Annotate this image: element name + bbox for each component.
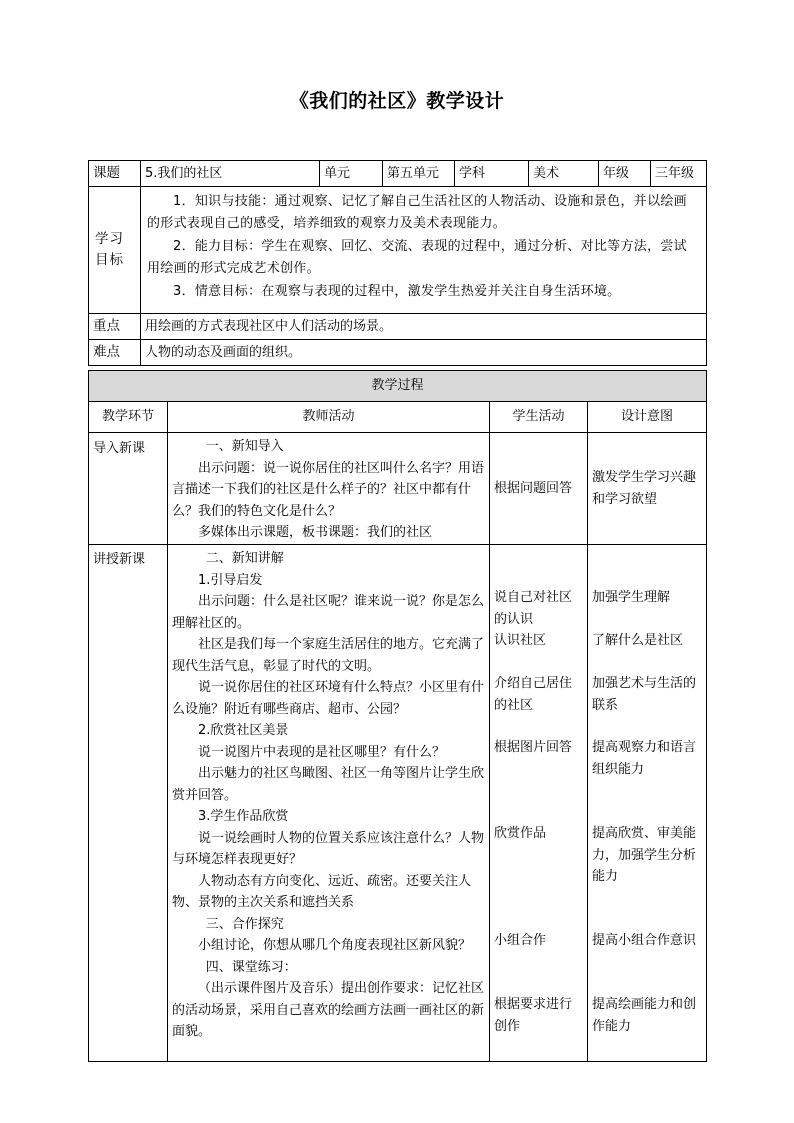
student-item: 欣赏作品: [494, 826, 547, 841]
lecture-teacher: [168, 545, 490, 1062]
key-point-text: 用绘画的方式表现社区中人们活动的场景。: [141, 314, 707, 340]
objective-ability: 2．能力目标：学生在观察、回忆、交流、表现的过程中，通过分析、对比等方法，尝试用绘画的形式完成艺术创作。: [147, 239, 687, 276]
student-item: 说自己对社区的认识: [494, 590, 573, 627]
grade-value: 三年级: [651, 161, 707, 187]
student-item: 认识社区: [494, 633, 547, 648]
lecture-picture-question: 说一说图片中表现的是社区哪里？有什么？: [198, 744, 446, 760]
lecture-practice: （出示课件图片及音乐）提出创作要求：记忆社区的活动场景，采用自己喜欢的绘画方法画一画社区的新面貌。: [172, 981, 485, 1039]
unit-label: 单元: [320, 161, 383, 187]
header-stage: 教学环节: [89, 402, 168, 433]
lesson-info-table: [88, 160, 707, 366]
topic-label: 课题: [89, 161, 141, 187]
intent-item: 加强艺术与生活的联系: [592, 676, 697, 713]
header-student: 学生活动: [490, 402, 588, 433]
grade-label: 年级: [599, 161, 651, 187]
student-item: 根据图片回答: [494, 740, 573, 755]
difficulty-label: 难点: [89, 340, 141, 366]
student-item: 根据要求进行创作: [494, 997, 573, 1034]
objective-emotion: 3．情意目标：在观察与表现的过程中，激发学生热爱并关注自身生活环境。: [173, 284, 621, 299]
intent-item: 提高观察力和语言组织能力: [592, 740, 697, 777]
intro-intent: 激发学生学习兴趣和学习欲望: [588, 433, 707, 545]
lecture-picture-show: 出示魅力的社区鸟瞰图、社区一角等图片让学生欣赏并回答。: [172, 766, 485, 803]
intent-item: 提高绘画能力和创作能力: [592, 997, 697, 1034]
lecture-question: 出示问题：什么是社区呢？谁来说一说？你是怎么理解社区的。: [172, 594, 485, 631]
difficulty-text: 人物的动态及画面的组织。: [141, 340, 707, 366]
unit-value: 第五单元: [383, 161, 455, 187]
lecture-heading: 二、新知讲解: [205, 551, 284, 566]
lecture-cooperate: 小组讨论，你想从哪几个角度表现社区新风貌？: [198, 938, 472, 953]
page-title: 《我们的社区》教学设计: [289, 90, 505, 112]
topic-value: 5.我们的社区: [141, 161, 320, 187]
intent-item: 提高小组合作意识: [592, 933, 697, 948]
lecture-sub-works: 3.学生作品欣赏: [198, 809, 289, 824]
student-item: 介绍自己居住的社区: [494, 676, 573, 713]
lecture-intent: [588, 545, 707, 1062]
intent-item: 了解什么是社区: [592, 633, 684, 648]
intro-question: 出示问题：说一说你居住的社区叫什么名字？用语言描述一下我们的社区是什么样子的？社区中都有什么？我们的特色文化是什么？: [172, 460, 485, 519]
lecture-sub-scenery: 2.欣赏社区美景: [198, 723, 289, 738]
lecture-environment: 说一说你居住的社区环境有什么特点？小区里有什么设施？附近有哪些商店、超市、公园？: [172, 680, 485, 717]
intro-student: 根据问题回答: [490, 433, 588, 545]
header-teacher: 教师活动: [168, 402, 490, 433]
intent-item: 提高欣赏、审美能力，加强学生分析能力: [592, 826, 697, 884]
objective-knowledge: 1．知识与技能：通过观察、记忆了解自己生活社区的人物活动、设施和景色，并以绘画的形式表现自己的感受，培养细致的观察力及美术表现能力。: [147, 194, 687, 231]
lecture-definition: 社区是我们每一个家庭生活居住的地方。它充满了现代生活气息，彰显了时代的文明。: [172, 637, 485, 674]
lecture-stage: 讲授新课: [89, 545, 168, 1062]
key-point-label: 重点: [89, 314, 141, 340]
student-item: 小组合作: [494, 933, 547, 948]
lecture-works-question: 说一说绘画时人物的位置关系应该注意什么？人物与环境怎样表现更好？: [172, 830, 485, 867]
lecture-cooperate-heading: 三、合作探究: [205, 916, 284, 932]
intent-item: 加强学生理解: [592, 590, 671, 605]
lecture-student: [490, 545, 588, 1062]
lecture-practice-heading: 四、课堂练习：: [205, 959, 297, 975]
lecture-works-tip: 人物动态有方向变化、远近、疏密。还要关注人物、景物的主次关系和遮挡关系: [172, 873, 472, 910]
header-intent: 设计意图: [588, 402, 707, 433]
teaching-process-table: [88, 370, 707, 1062]
intro-heading: 一、新知导入: [205, 439, 284, 454]
objectives-label: 学习目标: [89, 187, 141, 314]
intro-stage: 导入新课: [89, 433, 168, 545]
lecture-sub-guide: 1.引导启发: [198, 572, 263, 588]
subject-value: 美术: [529, 161, 599, 187]
intro-teacher: [168, 433, 490, 545]
objectives-content: [141, 187, 707, 314]
process-heading: 教学过程: [89, 371, 707, 402]
subject-label: 学科: [455, 161, 529, 187]
intro-board: 多媒体出示课题，板书课题：我们的社区: [198, 525, 433, 540]
